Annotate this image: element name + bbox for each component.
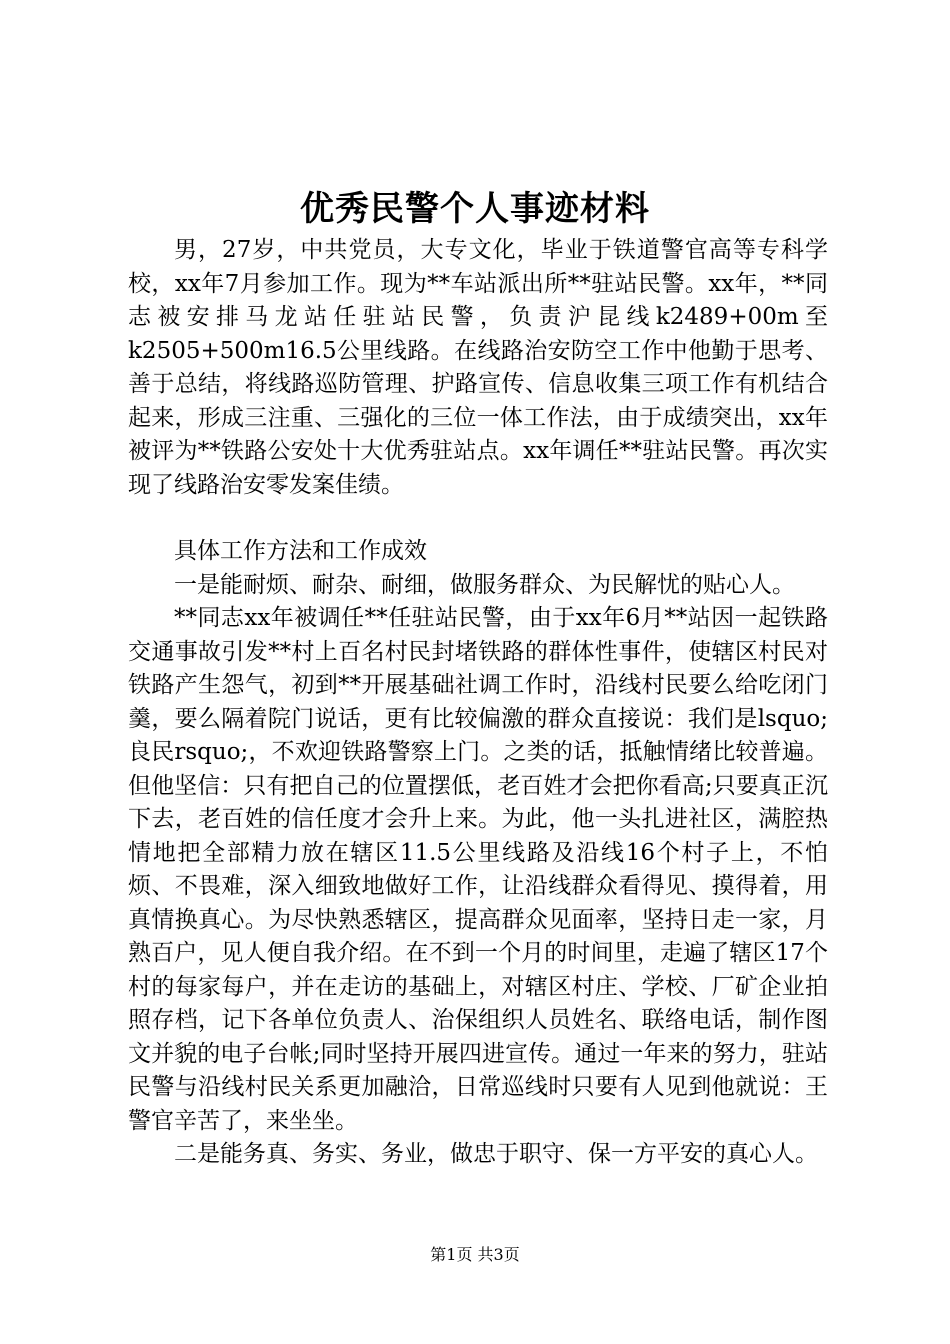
- story-paragraph: **同志xx年被调任**任驻站民警，由于xx年6月**站因一起铁路交通事故引发**村上百名村民封堵铁路的群体性事件，使辖区村民对铁路产生怨气，初到**开展基础社调工作时，沿线村民要么给吃闭门羹，要么隔着院门说话，更有比较偏激的群众直接说：我们是lsquo;良民rsquo;，不欢迎铁路警察上门。之类的话，抵触情绪比较普遍。但他坚信：只有把自己的位置摆低，老百姓才会把你看高;只要真正沉下去，老百姓的信任度才会升上来。为此，他一头扎进社区，满腔热情地把全部精力放在辖区11.5公里线路及沿线16个村子上，不怕烦、不畏难，深入细致地做好工作，让沿线群众看得见、摸得着，用真情换真心。为尽快熟悉辖区，提高群众见面率，坚持日走一家，月熟百户，见人便自我介绍。在不到一个月的时间里，走遍了辖区17个村的每家每户，并在走访的基础上，对辖区村庄、学校、厂矿企业拍照存档，记下各单位负责人、治保组织人员姓名、联络电话，制作图文并貌的电子台帐;同时坚持开展四进宣传。通过一年来的努力，驻站民警与沿线村民关系更加融洽，日常巡线时只要有人见到他就说：王警官辛苦了，来坐坐。: [128, 605, 828, 1134]
- document-body: [128, 234, 828, 1172]
- document-title: 优秀民警个人事迹材料: [300, 189, 650, 229]
- section-heading: 具体工作方法和工作成效: [174, 538, 427, 564]
- page-footer: 第1页 共3页: [430, 1245, 520, 1264]
- point-one-paragraph: 一是能耐烦、耐杂、耐细，做服务群众、为民解忧的贴心人。: [174, 571, 795, 598]
- intro-paragraph: 男，27岁，中共党员，大专文化，毕业于铁道警官高等专科学校，xx年7月参加工作。现为**车站派出所**驻站民警。xx年，**同志被安排马龙站任驻站民警，负责沪昆线k2489+00m至k2505+500m16.5公里线路。在线路治安防空工作中他勤于思考、善于总结，将线路巡防管理、护路宣传、信息收集三项工作有机结合起来，形成三注重、三强化的三位一体工作法，由于成绩突出，xx年被评为**铁路公安处十大优秀驻站点。xx年调任**驻站民警。再次实现了线路治安零发案佳绩。: [128, 237, 828, 498]
- point-two-paragraph: 二是能务真、务实、务业，做忠于职守、保一方平安的真心人。: [174, 1141, 818, 1167]
